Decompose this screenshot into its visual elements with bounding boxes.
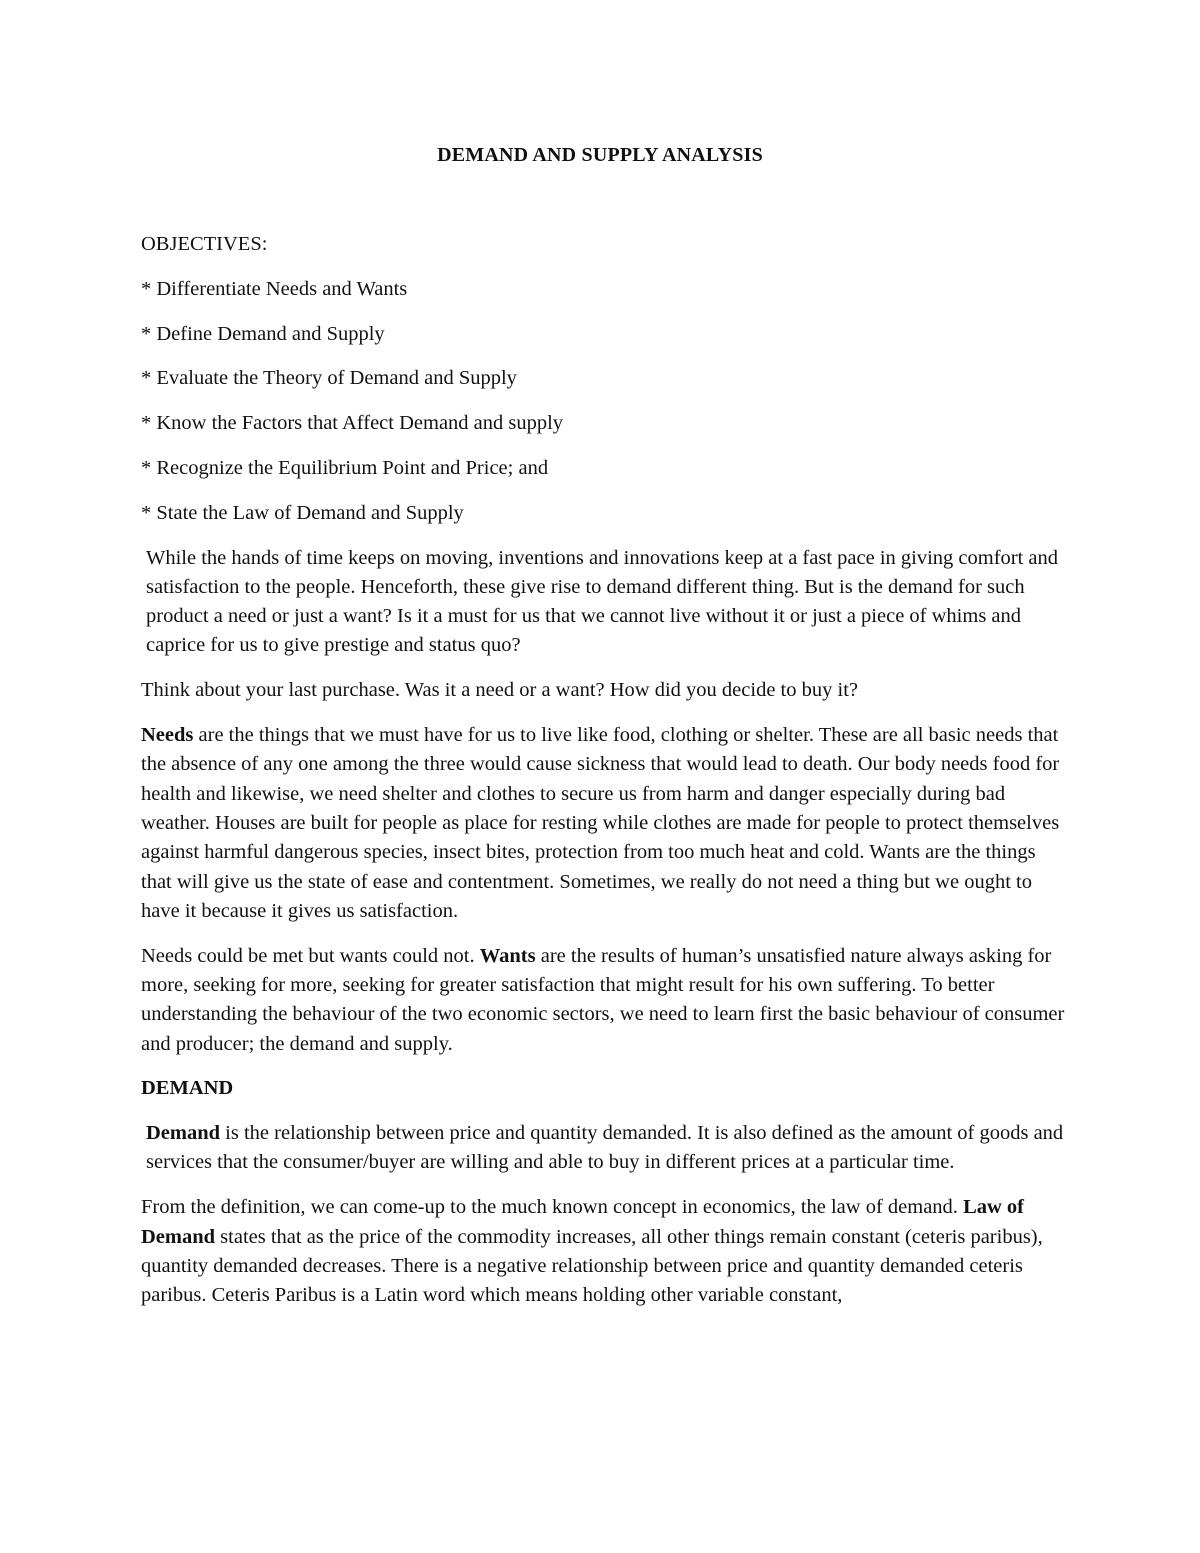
wants-term: Wants — [479, 944, 536, 967]
intro-paragraph: While the hands of time keeps on moving, inventions and innovations keep at a fast pace in giving comfort and satisfaction to the people. Henceforth, these give rise to demand different thing. But is the demand for such product a need or just a want? Is it a must for us that we cannot live without it or just a piece of whims and caprice for us to give prestige and status quo? — [146, 546, 1059, 657]
needs-text: are the things that we must have for us to live like food, clothing or shelter. These are all basic needs that the absence of any one among the three would cause sickness that would lead to death. Our body needs food for health and likewise, we need shelter and clothes to secure us from harm and danger especially during bad weather. Houses are built for people as place for resting while clothes are made for people to protect themselves against harmful dangerous species, insect bites, protection from too much heat and cold. Wants are the things that will give us the state of ease and contentment. Sometimes, we really do not need a thing but we ought to have it because it gives us satisfaction. — [141, 724, 1060, 922]
objective-item: * Differentiate Needs and Wants — [141, 277, 408, 300]
demand-term: Demand — [146, 1122, 221, 1145]
objectives-list — [141, 275, 1066, 528]
objective-item: * Recognize the Equilibrium Point and Price; and — [141, 456, 549, 479]
wants-intro-text: Needs could be met but wants could not. — [141, 944, 480, 967]
question-paragraph: Think about your last purchase. Was it a need or a want? How did you decide to buy it? — [141, 679, 858, 702]
law-of-demand-term: Law of Demand — [141, 1196, 1024, 1248]
document-body — [141, 230, 1066, 1326]
needs-paragraph — [141, 721, 1066, 926]
demand-text: is the relationship between price and quantity demanded. It is also defined as the amount of goods and services that the consumer/buyer are willing and able to buy in different prices at a particular time. — [146, 1122, 1064, 1174]
objective-item: * Know the Factors that Affect Demand and supply — [141, 412, 564, 435]
needs-term: Needs — [141, 724, 194, 747]
law-of-demand-paragraph — [141, 1193, 1066, 1310]
objective-item: * Define Demand and Supply — [141, 322, 385, 345]
objective-item: * Evaluate the Theory of Demand and Supply — [141, 367, 517, 390]
wants-text: are the results of human’s unsatisfied nature always asking for more, seeking for more, seeking for greater satisfaction that might result for his own suffering. To better understanding the behaviour of the two economic sectors, we need to learn first the basic behaviour of consumer and producer; the demand and supply. — [141, 944, 1065, 1055]
objective-item: * State the Law of Demand and Supply — [141, 501, 464, 524]
demand-heading: DEMAND — [141, 1077, 234, 1100]
law-text: states that as the price of the commodity increases, all other things remain constant (ceteris paribus), quantity demanded decreases. There is a negative relationship between price and quantity demanded ceteris paribus. Ceteris Paribus is a Latin word which means holding other variable constant, — [141, 1225, 1043, 1307]
document-title: DEMAND AND SUPPLY ANALYSIS — [437, 144, 763, 166]
demand-paragraph — [141, 1119, 1066, 1178]
objectives-heading: OBJECTIVES: — [141, 233, 268, 255]
wants-paragraph — [141, 942, 1066, 1059]
law-intro-text: From the definition, we can come-up to the much known concept in economics, the law of demand. — [141, 1196, 964, 1219]
